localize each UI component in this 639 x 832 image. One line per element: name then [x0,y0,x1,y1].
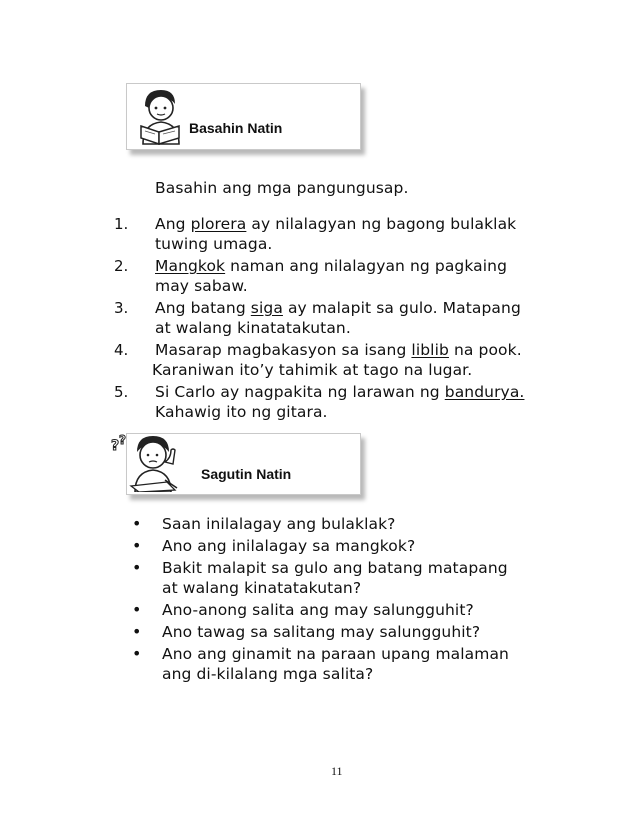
underlined-word: plorera [190,215,247,233]
question-line: Saan inilalagay ang bulaklak? [162,515,396,533]
boy-reading-icon [135,86,185,146]
answer-section-title: Sagutin Natin [201,466,292,482]
sentence-number: 1. [114,215,129,233]
boy-thinking-icon [109,430,191,492]
sentence-line: Ang batang siga ay malapit sa gulo. Matapang [155,299,521,317]
sentence-number: 2. [114,257,129,275]
question-line: Ano tawag sa salitang may salungguhit? [162,623,481,641]
question-line: Ano-anong salita ang may salungguhit? [162,601,474,619]
question-line: ang di-kilalang mga salita? [162,665,374,683]
question-line: Ano ang inilalagay sa mangkok? [162,537,416,555]
underlined-word: bandurya. [444,383,525,401]
underlined-word: Mangkok [155,257,226,275]
read-section-banner [126,83,361,150]
svg-text:?: ? [111,438,120,454]
underlined-word: liblib [411,341,449,359]
bullet-icon: • [132,514,142,533]
sentence-line: Karaniwan ito’y tahimik at tago na lugar. [152,361,473,379]
underlined-word: siga [250,299,283,317]
sentence-line: Kahawig ito ng gitara. [155,403,328,421]
sentence-number: 3. [114,299,129,317]
bullet-icon: • [132,558,142,577]
svg-text:?: ? [119,433,126,447]
sentence-line: Si Carlo ay nagpakita ng larawan ng bandurya. [155,383,525,401]
bullet-icon: • [132,536,142,555]
bullet-icon: • [132,644,142,663]
sentence-line: Mangkok naman ang nilalagyan ng pagkaing [155,257,508,275]
question-line: at walang kinatatakutan? [162,579,362,597]
bullet-icon: • [132,622,142,641]
question-line: Ano ang ginamit na paraan upang malaman [162,645,509,663]
page-number: 11 [331,764,343,778]
answer-section-banner [111,433,361,495]
read-section-title: Basahin Natin [189,120,283,136]
bullet-icon: • [132,600,142,619]
sentence-line: Masarap magbakasyon sa isang liblib na pook. [155,341,522,359]
read-instruction: Basahin ang mga pangungusap. [155,179,409,197]
sentence-line: Ang plorera ay nilalagyan ng bagong bulaklak [155,215,517,233]
sentence-line: may sabaw. [155,277,248,295]
sentence-number: 4. [114,341,129,359]
sentence-number: 5. [114,383,129,401]
sentence-line: tuwing umaga. [155,235,273,253]
question-line: Bakit malapit sa gulo ang batang matapang [162,559,508,577]
sentence-line: at walang kinatatakutan. [155,319,351,337]
